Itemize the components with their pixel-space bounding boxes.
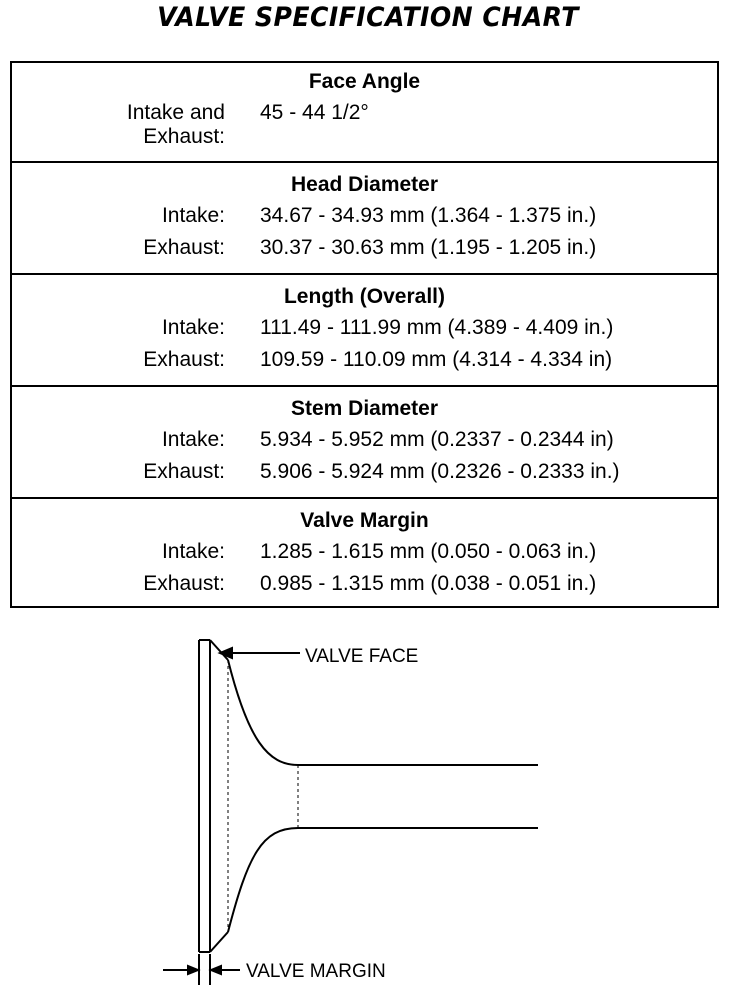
row-value: 5.934 - 5.952 mm (0.2337 - 0.2344 in) xyxy=(260,428,614,451)
row-label: Exhaust: xyxy=(143,236,225,259)
row-value: 0.985 - 1.315 mm (0.038 - 0.051 in.) xyxy=(260,572,597,595)
row-value: 1.285 - 1.615 mm (0.050 - 0.063 in.) xyxy=(260,540,597,563)
row-value: 30.37 - 30.63 mm (1.195 - 1.205 in.) xyxy=(260,236,597,259)
row-value: 111.49 - 111.99 mm (4.389 - 4.409 in.) xyxy=(260,316,614,339)
row-label: Exhaust: xyxy=(143,572,225,595)
margin-arrow-left xyxy=(188,966,198,974)
valve-face-leader xyxy=(220,648,300,658)
row-label: Exhaust: xyxy=(143,348,225,371)
valve-hidden-lines xyxy=(228,660,298,932)
section-heading: Face Angle xyxy=(308,70,421,93)
row-label-line: Exhaust: xyxy=(143,125,225,148)
row-label-line: Intake and xyxy=(126,101,225,124)
valve-face-bottom xyxy=(210,932,228,952)
row-value: 45 - 44 1/2° xyxy=(260,101,369,124)
row-label: Intake: xyxy=(161,316,225,339)
valve-outline xyxy=(199,640,538,952)
row-value: 5.906 - 5.924 mm (0.2326 - 0.2333 in.) xyxy=(260,460,620,483)
row-label: Exhaust: xyxy=(143,460,225,483)
row-value: 109.59 - 110.09 mm (4.314 - 4.334 in) xyxy=(260,348,613,371)
section-heading: Head Diameter xyxy=(290,173,439,196)
valve-fillet-bottom xyxy=(228,828,298,932)
valve-fillet-top xyxy=(228,660,298,765)
margin-arrow-right xyxy=(211,966,221,974)
valve-margin-dimension xyxy=(163,954,240,985)
row-label: Intake: xyxy=(161,540,225,563)
section-heading: Stem Diameter xyxy=(290,397,439,420)
valve-face-arrow xyxy=(220,648,232,658)
valve-face-label: VALVE FACE xyxy=(305,646,419,667)
valve-margin-label: VALVE MARGIN xyxy=(246,961,386,982)
row-value: 34.67 - 34.93 mm (1.364 - 1.375 in.) xyxy=(260,204,597,227)
chart-title: VALVE SPECIFICATION CHART xyxy=(157,2,579,33)
section-heading: Length (Overall) xyxy=(283,285,446,308)
section-heading: Valve Margin xyxy=(300,509,429,532)
row-label: Intake: xyxy=(161,428,225,451)
row-label: Intake: xyxy=(161,204,225,227)
